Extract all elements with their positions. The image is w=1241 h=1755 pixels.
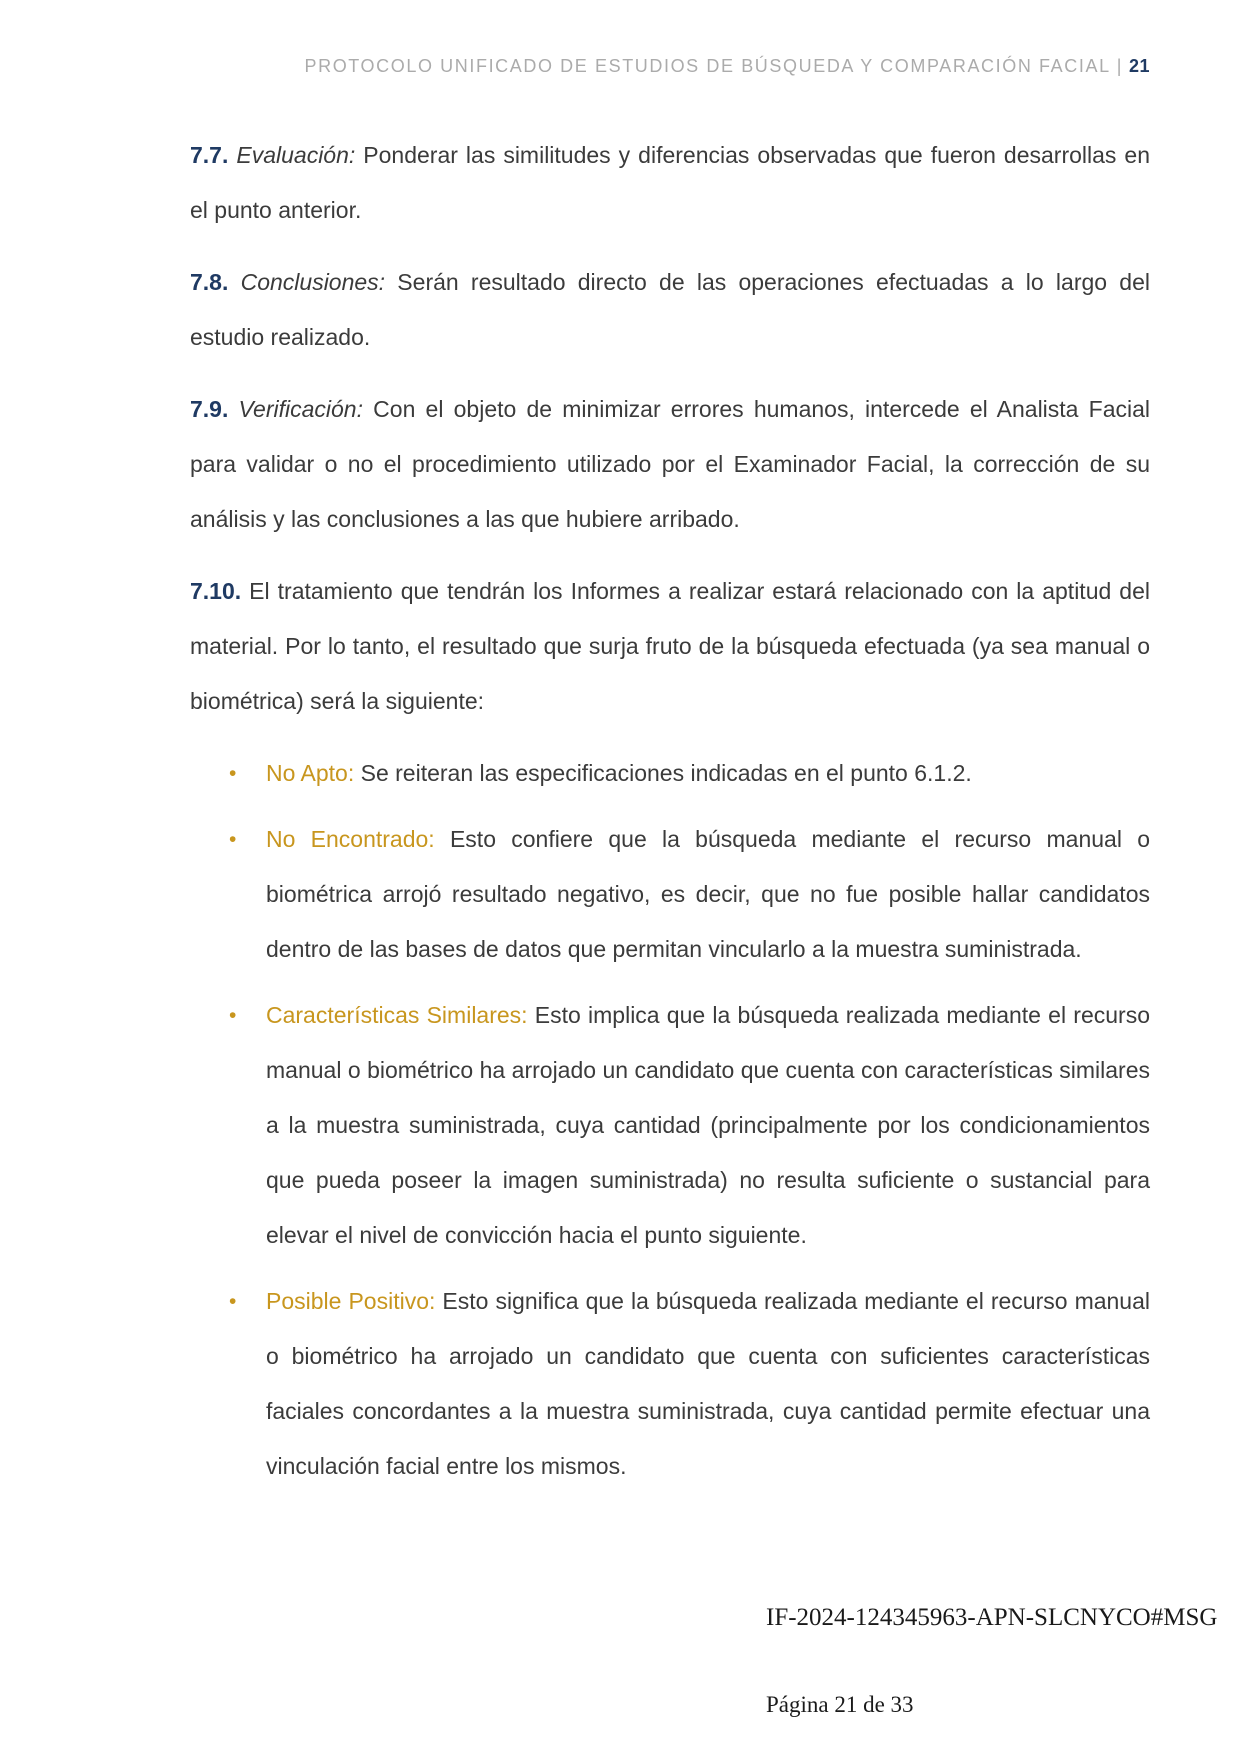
bullet-item (190, 746, 1150, 801)
numbered-paragraph (190, 564, 1150, 729)
header-separator: | (1116, 56, 1123, 76)
bullet-text: Se reiteran las especificaciones indicadas en el punto 6.1.2. (354, 760, 972, 786)
section-number: 7.7. (190, 142, 229, 168)
document-body (190, 128, 1150, 1505)
bullet-item (190, 988, 1150, 1263)
bullet-label: No Encontrado: (266, 826, 435, 852)
paragraph-text: Ponderar las similitudes y diferencias observadas que fueron desarrollas en el punto anterior. (190, 142, 1150, 223)
header-page-number: 21 (1128, 56, 1150, 76)
paragraphs-container (190, 128, 1150, 729)
bullet-item (190, 812, 1150, 977)
bullet-text: Esto implica que la búsqueda realizada mediante el recurso manual o biométrico ha arrojado un candidato que cuenta con características similares a la muestra suministrada, cuya cantidad (principalmente por los condicionamientos que pueda poseer la imagen suministrada) no resulta suficiente o sustancial para elevar el nivel de convicción hacia el punto siguiente. (266, 1002, 1150, 1248)
paragraph-text: Serán resultado directo de las operaciones efectuadas a lo largo del estudio realizado. (190, 269, 1150, 350)
bullet-item (190, 1274, 1150, 1494)
page-header (304, 56, 1150, 77)
section-label: Verificación: (228, 396, 363, 422)
bullet-text: Esto confiere que la búsqueda mediante el recurso manual o biométrica arrojó resultado negativo, es decir, que no fue posible hallar candidatos dentro de las bases de datos que permitan vincularlo a la muestra suministrada. (266, 826, 1150, 962)
numbered-paragraph (190, 255, 1150, 365)
section-number: 7.9. (190, 396, 229, 422)
numbered-paragraph (190, 382, 1150, 547)
section-label: Evaluación: (228, 142, 356, 168)
section-number: 7.8. (190, 269, 229, 295)
numbered-paragraph (190, 128, 1150, 238)
bullet-text: Esto significa que la búsqueda realizada mediante el recurso manual o biométrico ha arrojado un candidato que cuenta con suficientes características faciales concordantes a la muestra suministrada, cuya cantidad permite efectuar una vinculación facial entre los mismos. (266, 1288, 1151, 1479)
paragraph-text: El tratamiento que tendrán los Informes a realizar estará relacionado con la aptitud del material. Por lo tanto, el resultado que surja fruto de la búsqueda efectuada (ya sea manual o biométrica) será la siguiente: (190, 578, 1150, 714)
section-number: 7.10. (190, 578, 242, 604)
paragraph-text: Con el objeto de minimizar errores humanos, intercede el Analista Facial para validar o no el procedimiento utilizado por el Examinador Facial, la corrección de su análisis y las conclusiones a las que hubiere arribado. (190, 396, 1151, 532)
document-reference: IF-2024-124345963-APN-SLCNYCO#MSG (766, 1604, 1218, 1631)
header-title: PROTOCOLO UNIFICADO DE ESTUDIOS DE BÚSQUEDA Y COMPARACIÓN FACIAL (304, 56, 1111, 76)
section-label: Conclusiones: (228, 269, 386, 295)
page-indicator: Página 21 de 33 (766, 1692, 914, 1717)
bullet-label: Características Similares: (266, 1002, 528, 1028)
bullet-label: Posible Positivo: (266, 1288, 436, 1314)
result-bullet-list (190, 746, 1150, 1494)
bullet-label: No Apto: (266, 760, 355, 786)
